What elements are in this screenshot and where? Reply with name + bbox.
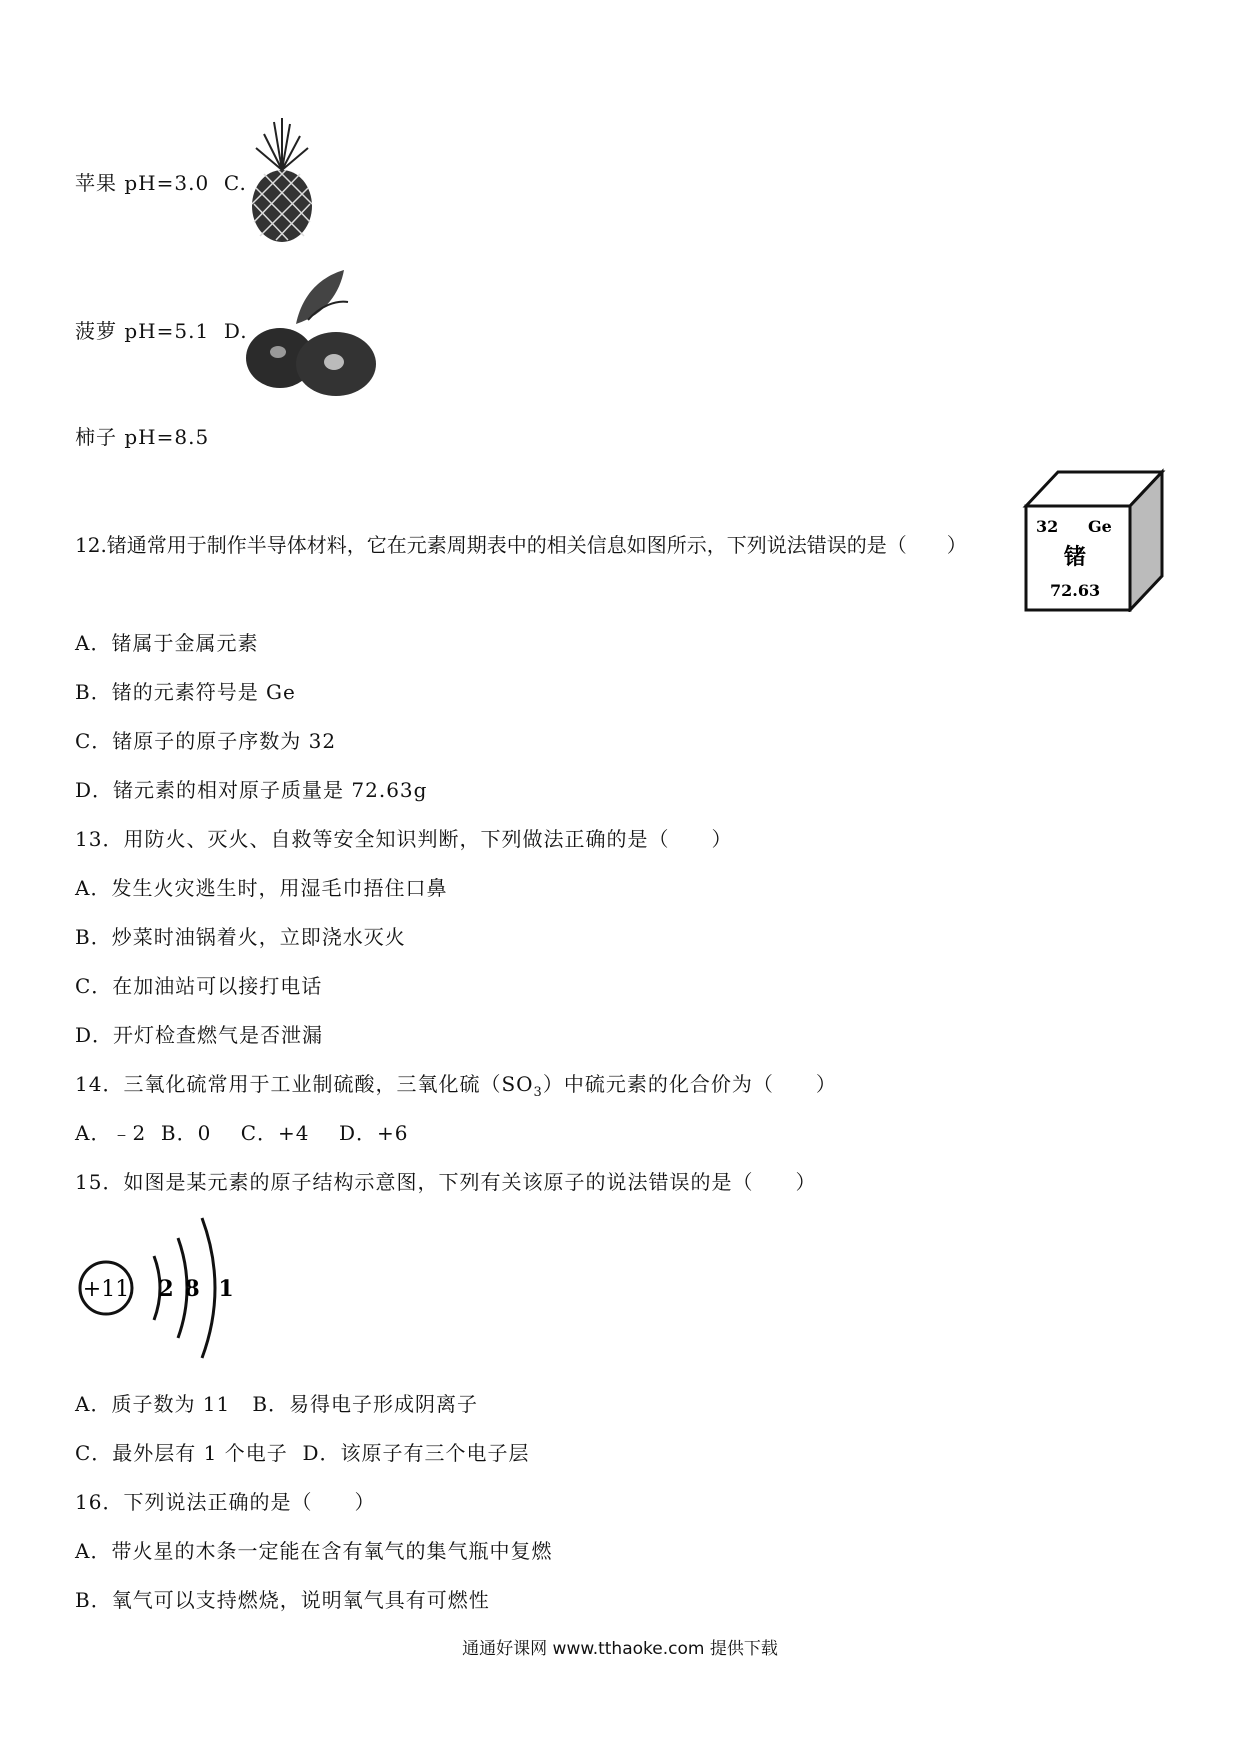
q11-option-line-b: 菠萝 pH=5.1 D. xyxy=(75,319,248,343)
q11-option-line-a: 苹果 pH=3.0 C. xyxy=(75,171,247,195)
q14-options: A．﹣2 B．0 C．+4 D．+6 xyxy=(75,1121,409,1145)
q13-option-c: C．在加油站可以接打电话 xyxy=(75,974,323,998)
germanium-element-card xyxy=(1022,466,1166,612)
q16-stem: 16．下列说法正确的是（ ） xyxy=(75,1490,376,1514)
persimmon-image xyxy=(244,266,380,398)
q13-stem: 13．用防火、灭火、自救等安全知识判断，下列做法正确的是（ ） xyxy=(75,827,733,851)
element-mass: 72.63 xyxy=(1050,581,1101,600)
q12-stem: 12.锗通常用于制作半导体材料，它在元素周期表中的相关信息如图所示，下列说法错误的是（ ） xyxy=(75,533,967,557)
q15-options-line-1: A．质子数为 11 B．易得电子形成阴离子 xyxy=(75,1392,479,1416)
q14-stem: 14．三氧化硫常用于工业制硫酸，三氧化硫$(SO_3)$中硫元素的化合价为（ ） xyxy=(75,1072,837,1100)
q12-option-d: D．锗元素的相对原子质量是 72.63g xyxy=(75,778,428,802)
pineapple-image xyxy=(244,118,320,244)
element-name: 锗 xyxy=(1064,544,1087,570)
q13-option-a: A．发生火灾逃生时，用湿毛巾捂住口鼻 xyxy=(75,876,448,900)
q13-option-d: D．开灯检查燃气是否泄漏 xyxy=(75,1023,324,1047)
q12-option-a: A．锗属于金属元素 xyxy=(75,631,259,655)
q15-stem: 15．如图是某元素的原子结构示意图，下列有关该原子的说法错误的是（ ） xyxy=(75,1170,817,1194)
q12-option-b: B．锗的元素符号是 Ge xyxy=(75,680,296,704)
atom-structure-diagram xyxy=(78,1210,248,1360)
page-footer: 通通好课网 www.tthaoke.com 提供下载 xyxy=(462,1639,778,1659)
q13-option-b: B．炒菜时油锅着火，立即浇水灭火 xyxy=(75,925,406,949)
q12-option-c: C．锗原子的原子序数为 32 xyxy=(75,729,337,753)
q15-options-line-2: C．最外层有 1 个电子 D．该原子有三个电子层 xyxy=(75,1441,530,1465)
q11-option-line-c: 柿子 pH=8.5 xyxy=(75,425,210,449)
q16-option-a: A．带火星的木条一定能在含有氧气的集气瓶中复燃 xyxy=(75,1539,553,1563)
element-symbol: Ge xyxy=(1088,517,1112,536)
element-number: 32 xyxy=(1036,517,1059,536)
q16-option-b: B．氧气可以支持燃烧，说明氧气具有可燃性 xyxy=(75,1588,490,1612)
atom-nucleus-charge: +11 xyxy=(82,1277,130,1302)
atom-shell-2: 8 xyxy=(184,1276,200,1302)
atom-shell-1: 2 xyxy=(158,1276,174,1302)
atom-shell-3: 1 xyxy=(218,1276,234,1302)
